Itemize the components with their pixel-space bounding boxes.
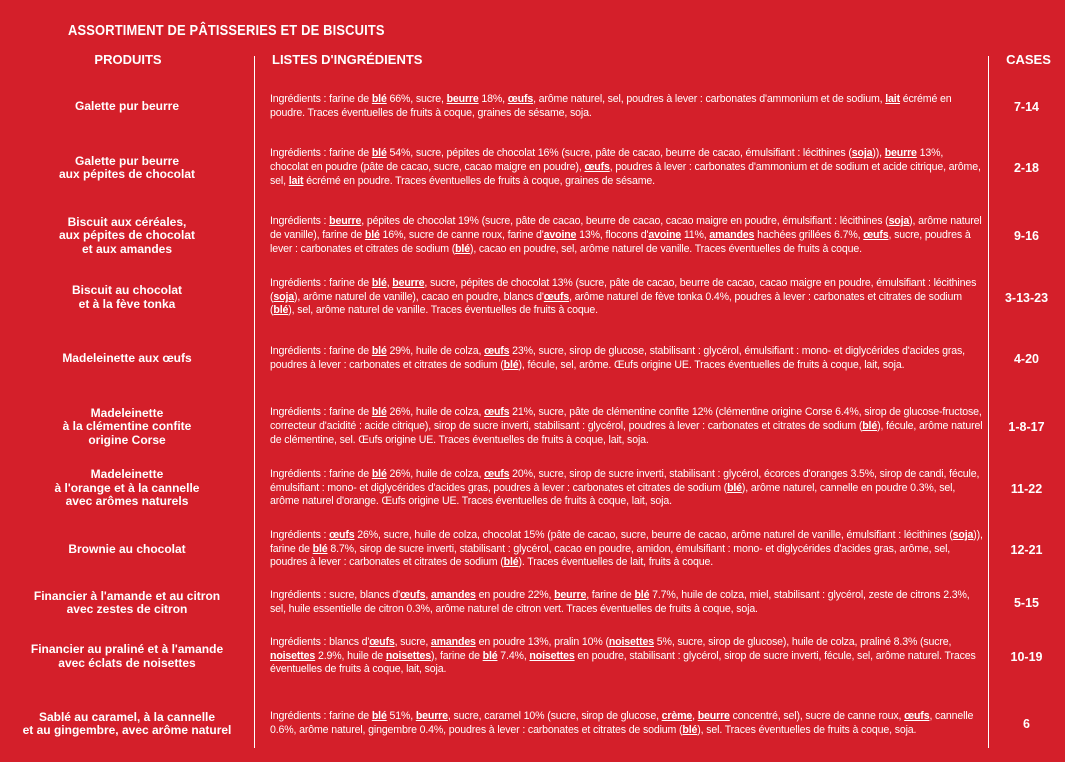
case-numbers: 7-14 [1013, 100, 1040, 114]
allergen: beurre [554, 589, 587, 602]
allergen: blé [503, 556, 519, 569]
allergen: blé [727, 481, 742, 494]
allergen: beurre [884, 147, 917, 160]
allergen: soja [273, 290, 294, 303]
allergen: soja [952, 528, 974, 541]
allergen: beurre [392, 276, 425, 289]
allergen: œufs [400, 589, 426, 602]
product-name: Sablé au caramel, à la cannelle et au gingembre, avec arôme naturel [22, 709, 232, 737]
ingredient-list: Ingrédients : farine de blé 26%, huile de colza, œufs 20%, sucre, sirop de sucre inverti, stabilisant : glycérol, écorces d'oranges 3.5%, sirop de candi, fécule, émulsifiant : mono- et diglycérides d'acides gras, poudres à lever : carbonates et citrates de sodium (blé), arôme naturel, cannelle en poudre 0.3%, sel, arôme naturel d'orange. Œufs origine UE. Traces éventuelles de fruits à coque, lait, soja. [270, 467, 980, 508]
allergen: œufs [507, 93, 534, 106]
case-numbers: 4-20 [1013, 352, 1040, 366]
header-cases: CASES [1006, 52, 1051, 67]
ingredient-list: Ingrédients : farine de blé 26%, huile de colza, œufs 21%, sucre, pâte de clémentine confite 12% (clémentine origine Corse 6.4%, sirop de glucose-fructose, correcteur d'acidité : acide citrique), sirop de sucre inverti, stabilisant : glycérol, poudres à lever : carbonates et citrates de sodium (blé), fécule, arôme naturel de clémentine, sel. Œufs origine UE. Traces éventuelles de fruits à coque, lait, soja. [270, 406, 983, 446]
case-numbers: 5-15 [1013, 596, 1040, 610]
allergen: noisettes [270, 649, 316, 662]
product-row [0, 623, 1065, 690]
allergen: blé [312, 542, 328, 555]
ingredient-list: Ingrédients : sucre, blancs d'œufs, amandes en poudre 22%, beurre, farine de blé 7.7%, huile de colza, miel, stabilisant : glycérol, zeste de citrons 2.3%, sel, huile essentielle de citron 0.3%, arôme naturel de citron vert. Traces éventuelles de fruits à coque, soja. [270, 589, 970, 615]
allergen: soja [851, 147, 873, 160]
allergen: œufs [484, 467, 510, 480]
allergen: œufs [329, 528, 355, 541]
allergen: blé [371, 276, 387, 289]
allergen: blé [371, 710, 387, 723]
allergen: œufs [863, 229, 889, 242]
allergen: avoine [543, 229, 577, 242]
allergen: blé [682, 724, 698, 736]
page-title: ASSORTIMENT DE PÂTISSERIES ET DE BISCUITS [68, 22, 385, 39]
product-name: Financier au praliné et à l'amande avec éclats de noisettes [30, 642, 224, 670]
product-name: Financier à l'amande et au citron avec zestes de citron [33, 588, 221, 616]
header-ingredients: LISTES D'INGRÉDIENTS [272, 52, 423, 67]
product-row [0, 393, 1065, 461]
allergen: œufs [369, 635, 395, 648]
allergen: noisettes [529, 649, 575, 662]
allergen: amandes [430, 635, 476, 648]
case-numbers: 2-18 [1013, 161, 1040, 175]
ingredient-list: Ingrédients : farine de blé, beurre, sucre, pépites de chocolat 13% (sucre, pâte de cacao, beurre de cacao, cacao maigre en poudre, émulsifiant : lécithines (soja), arôme naturel de vanille), cacao en poudre, blancs d'œufs, arôme naturel de fève tonka 0.4%, poudres à lever : carbonates et citrates de sodium (blé), sel, arôme naturel de vanille. Traces éventuelles de fruits à coque. [270, 276, 977, 317]
ingredient-list: Ingrédients : beurre, pépites de chocolat 19% (sucre, pâte de cacao, beurre de cacao, cacao maigre en poudre, émulsifiant : lécithines (soja), arôme naturel de vanille), farine de blé 16%, sucre de canne roux, farine d'avoine 13%, flocons d'avoine 11%, amandes hachées grillées 6.7%, œufs, sucre, poudres à lever : carbonates et citrates de sodium (blé), cacao en poudre, sel, arôme naturel de vanille. Traces éventuelles de fruits à coque. [270, 215, 982, 255]
allergen: soja [888, 215, 910, 228]
product-name: Galette pur beurre [74, 99, 180, 114]
product-name: Biscuit au chocolat et à la fève tonka [71, 283, 183, 311]
allergen: blé [371, 406, 387, 419]
allergen: beurre [697, 710, 730, 723]
allergen: blé [371, 467, 387, 480]
allergen: blé [273, 304, 289, 317]
allergen: amandes [430, 589, 476, 602]
allergen: noisettes [608, 635, 655, 648]
case-numbers: 6 [1023, 717, 1030, 731]
product-row [0, 325, 1065, 393]
ingredient-list: Ingrédients : farine de blé 51%, beurre, sucre, caramel 10% (sucre, sirop de glucose, crème, beurre concentré, sel), sucre de canne roux, œufs, cannelle 0.6%, arôme naturel, gingembre 0.4%, poudres à lever : carbonates et citrates de sodium (blé), sel. Traces éventuelles de fruits à coque, soja. [270, 710, 974, 736]
ingredient-list: Ingrédients : farine de blé 29%, huile de colza, œufs 23%, sucre, sirop de glucose, stabilisant : glycérol, émulsifiant : mono- et diglycérides d'acides gras, poudres à lever : carbonates et citrates de sodium (blé), fécule, sel, arôme. Œufs origine UE. Traces éventuelles de fruits à coque, lait, soja. [270, 345, 965, 371]
allergen: blé [634, 589, 650, 602]
allergen: beurre [329, 215, 362, 228]
allergen: crème [661, 710, 693, 723]
product-row [0, 134, 1065, 202]
allergen: noisettes [385, 649, 431, 662]
ingredient-list: Ingrédients : blancs d'œufs, sucre, amandes en poudre 13%, pralin 10% (noisettes 5%, sucre, sirop de glucose), huile de colza, praliné 8.3% (sucre, noisettes 2.9%, huile de noisettes), farine de blé 7.4%, noisettes en poudre, stabilisant : glycérol, sirop de sucre inverti, fécule, sel, arôme naturel. Traces éventuelles de fruits à coque, lait, soja. [270, 635, 976, 676]
allergen: œufs [904, 710, 930, 723]
allergen: lait [288, 174, 304, 187]
allergen: amandes [709, 229, 755, 242]
product-name: Madeleinette à l'orange et à la cannelle avec arômes naturels [54, 467, 200, 509]
allergen: blé [503, 359, 519, 371]
case-numbers: 9-16 [1013, 229, 1040, 243]
allergen: lait [885, 93, 900, 106]
product-row [0, 516, 1065, 583]
case-numbers: 3-13-23 [1004, 290, 1049, 305]
case-numbers: 12-21 [1010, 542, 1043, 557]
allergen: œufs [484, 345, 510, 358]
product-name: Madeleinette aux œufs [62, 351, 192, 366]
case-numbers: 1-8-17 [1008, 420, 1045, 434]
product-row [0, 202, 1065, 270]
product-row [0, 690, 1065, 758]
allergen: blé [455, 242, 470, 255]
product-row [0, 583, 1065, 623]
ingredient-list: Ingrédients : farine de blé 54%, sucre, pépites de chocolat 16% (sucre, pâte de cacao, beurre de cacao, émulsifiant : lécithines (soja)), beurre 13%, chocolat en poudre (pâte de cacao, sucre, cacao maigre en poudre), œufs, poudres à lever : carbonates d'ammonium et de sodium et acide citrique, arôme, sel, lait écrémé en poudre. Traces éventuelles de fruits à coque, graines de sésame. [270, 147, 981, 187]
allergen: œufs [484, 406, 510, 419]
case-numbers: 11-22 [1010, 481, 1043, 496]
allergen: blé [862, 420, 878, 433]
header-products: PRODUITS [94, 52, 162, 67]
product-name: Brownie au chocolat [68, 541, 186, 556]
product-row [0, 270, 1065, 325]
allergen: beurre [446, 93, 479, 106]
product-name: Biscuit aux céréales, aux pépites de chocolat et aux amandes [58, 214, 196, 256]
product-row [0, 80, 1065, 134]
ingredient-list: Ingrédients : œufs 26%, sucre, huile de colza, chocolat 15% (pâte de cacao, sucre, beurre de cacao, arôme naturel de vanille, émulsifiant : lécithines (soja)), farine de blé 8.7%, sirop de sucre inverti, stabilisant : glycérol, cacao en poudre, amidon, émulsifiant : mono- et diglycérides d'acides gras, arôme, sel, poudres à lever : carbonates et citrates de sodium (blé). Traces éventuelles de lait, fruits à coque. [270, 528, 983, 569]
allergen: blé [371, 93, 387, 106]
allergen: blé [371, 147, 387, 160]
allergen: beurre [415, 710, 448, 723]
product-name: Galette pur beurre aux pépites de chocolat [58, 153, 196, 181]
allergen: avoine [648, 229, 682, 242]
product-table [0, 80, 1065, 758]
allergen: œufs [543, 290, 570, 303]
allergen: blé [364, 229, 380, 242]
case-numbers: 10-19 [1010, 649, 1043, 664]
allergen: blé [371, 345, 387, 358]
product-name: Madeleinette à la clémentine confite origine Corse [62, 405, 192, 447]
product-row [0, 461, 1065, 516]
ingredient-list: Ingrédients : farine de blé 66%, sucre, beurre 18%, œufs, arôme naturel, sel, poudres à lever : carbonates d'ammonium et de sodium, lait écrémé en poudre. Traces éventuelles de fruits à coque, graines de sésame, soja. [270, 93, 952, 119]
allergen: blé [482, 649, 498, 662]
allergen: œufs [584, 161, 610, 174]
